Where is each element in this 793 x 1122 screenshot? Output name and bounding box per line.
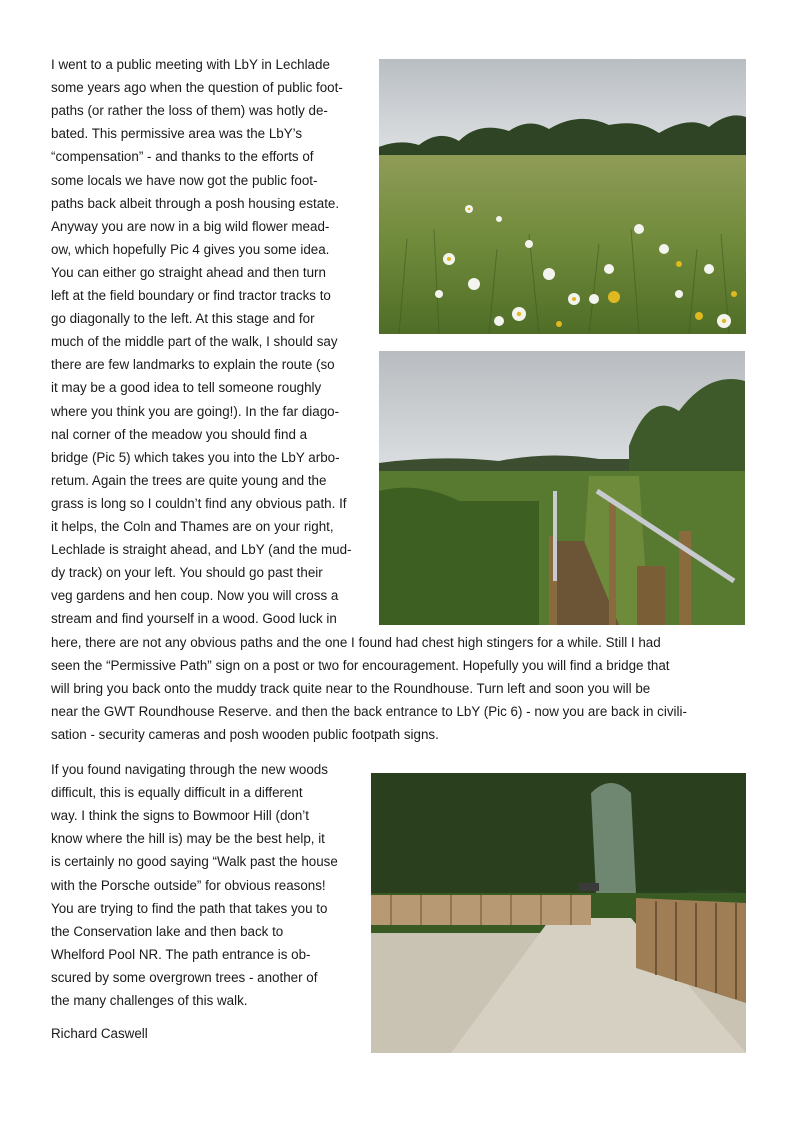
text-line: seen the “Permissive Path” sign on a post or two for encouragement. Hopefully you will find a bridge that xyxy=(51,657,670,673)
wildflower-meadow-photo xyxy=(379,59,746,334)
author-name: Richard Caswell xyxy=(51,1026,148,1041)
text-line: the Conservation lake and then back to xyxy=(51,923,284,939)
text-line: ow, which hopefully Pic 4 gives you some idea. xyxy=(51,241,330,257)
text-line: where you think you are going!). In the far diago- xyxy=(51,403,340,419)
text-line: paths (or rather the loss of them) was hotly de- xyxy=(51,103,328,119)
text-line: go diagonally to the left. At this stage and for xyxy=(51,311,315,327)
text-line: Anyway you are now in a big wild flower mead- xyxy=(51,218,330,234)
text-line: Lechlade is straight ahead, and LbY (and the mud- xyxy=(51,542,352,558)
text-line: If you found navigating through the new woods xyxy=(51,762,328,777)
back-entrance-photo xyxy=(371,773,746,1053)
text-line: know where the hill is) may be the best help, it xyxy=(51,831,325,847)
text-line: will bring you back onto the muddy track quite near to the Roundhouse. Turn left and soon you will be xyxy=(51,680,651,696)
text-line: left at the field boundary or find tractor tracks to xyxy=(51,288,331,303)
text-line: way. I think the signs to Bowmoor Hill (don’t xyxy=(51,808,309,824)
text-line: it helps, the Coln and Thames are on your right, xyxy=(51,519,334,534)
text-line: You can either go straight ahead and then turn xyxy=(51,264,326,280)
text-line: near the GWT Roundhouse Reserve. and then the back entrance to LbY (Pic 6) - now you are back in civili- xyxy=(51,703,687,719)
text-line: stream and find yourself in a wood. Good luck in xyxy=(51,611,337,627)
text-line: some years ago when the question of public foot- xyxy=(51,80,343,96)
text-line: is certainly no good saying “Walk past the house xyxy=(51,854,338,870)
text-line: You are trying to find the path that takes you to xyxy=(51,900,328,916)
text-line: much of the middle part of the walk, I should say xyxy=(51,334,338,350)
footbridge-photo xyxy=(379,351,745,625)
text-line: Whelford Pool NR. The path entrance is ob- xyxy=(51,946,311,962)
text-line: I went to a public meeting with LbY in Lechlade xyxy=(51,57,330,72)
text-line: some locals we have now got the public foot- xyxy=(51,172,318,188)
text-line: dy track) on your left. You should go past their xyxy=(51,565,323,581)
text-line: paths back albeit through a posh housing estate. xyxy=(51,195,340,211)
text-line: bridge (Pic 5) which takes you into the LbY arbo- xyxy=(51,449,340,465)
text-line: grass is long so I couldn’t find any obvious path. If xyxy=(51,495,347,511)
text-line: nal corner of the meadow you should find a xyxy=(51,426,308,442)
text-line: sation - security cameras and posh wooden public footpath signs. xyxy=(51,726,439,742)
text-line: here, there are not any obvious paths and the one I found had chest high stingers for a while. Still I had xyxy=(51,634,661,650)
text-line: it may be a good idea to tell someone roughly xyxy=(51,380,322,396)
text-line: there are few landmarks to explain the route (so xyxy=(51,357,335,373)
text-line: retum. Again the trees are quite young and the xyxy=(51,472,327,488)
text-line: bated. This permissive area was the LbY’s xyxy=(51,126,303,142)
text-line: difficult, this is equally difficult in a different xyxy=(51,785,303,801)
text-line: veg gardens and hen coup. Now you will cross a xyxy=(51,588,339,604)
text-line: “compensation” - and thanks to the efforts of xyxy=(51,149,314,165)
text-line: the many challenges of this walk. xyxy=(51,993,248,1008)
text-line: scured by some overgrown trees - another of xyxy=(51,969,318,985)
text-line: with the Porsche outside” for obvious reasons! xyxy=(51,877,326,893)
